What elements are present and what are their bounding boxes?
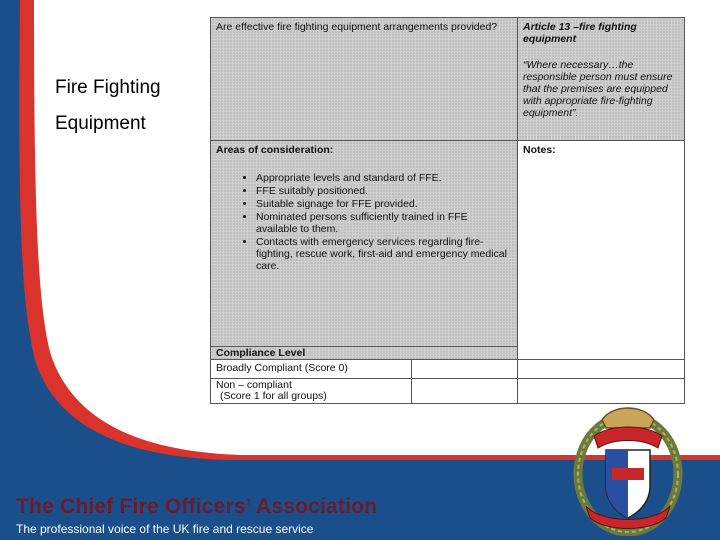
considerations-list [216, 172, 512, 272]
footer-org-name: The Chief Fire Officers’ Association [16, 495, 378, 518]
notes-cell [518, 141, 685, 360]
footer-tagline: The professional voice of the UK fire and rescue service [16, 522, 314, 536]
slide-title-line1: Fire Fighting [55, 77, 161, 98]
article-cell [518, 18, 685, 141]
list-item: • Contacts with emergency services regarding fire-fighting, rescue work, first-aid and emergency medical care. [256, 236, 512, 272]
non-compliant-line1: Non – compliant [216, 379, 292, 391]
compliance-heading: Compliance Level [211, 347, 518, 360]
list-item: • Nominated persons sufficiently trained in FFE available to them. [256, 211, 512, 235]
question-cell [211, 18, 518, 141]
broadly-compliant-score-box [412, 360, 517, 378]
areas-heading: Areas of consideration: [216, 144, 334, 156]
article-title: Article 13 –fire fighting equipment [523, 21, 637, 45]
non-compliant-score-box [412, 379, 517, 403]
list-item: • Appropriate levels and standard of FFE. [256, 172, 512, 184]
list-item: • FFE suitably positioned. [256, 185, 512, 197]
question-text: Are effective fire fighting equipment arrangements provided? [216, 21, 498, 33]
broadly-compliant-notes [518, 360, 685, 379]
article-quote: “Where necessary…the responsible person must ensure that the premises are equipped with appropriate fire-fighting equipment”. [523, 59, 673, 119]
broadly-compliant-row [211, 360, 518, 379]
non-compliant-label [211, 379, 412, 403]
broadly-compliant-label: Broadly Compliant (Score 0) [211, 360, 412, 378]
non-compliant-notes [518, 379, 685, 404]
notes-heading: Notes: [523, 144, 556, 156]
non-compliant-line2: (Score 1 for all groups) [220, 390, 327, 402]
non-compliant-row [211, 379, 518, 404]
assessment-table [210, 17, 685, 404]
list-item: • Suitable signage for FFE provided. [256, 198, 512, 210]
cfoa-crest-icon [572, 402, 684, 536]
areas-cell [211, 141, 518, 347]
slide-title-line2: Equipment [55, 113, 146, 134]
